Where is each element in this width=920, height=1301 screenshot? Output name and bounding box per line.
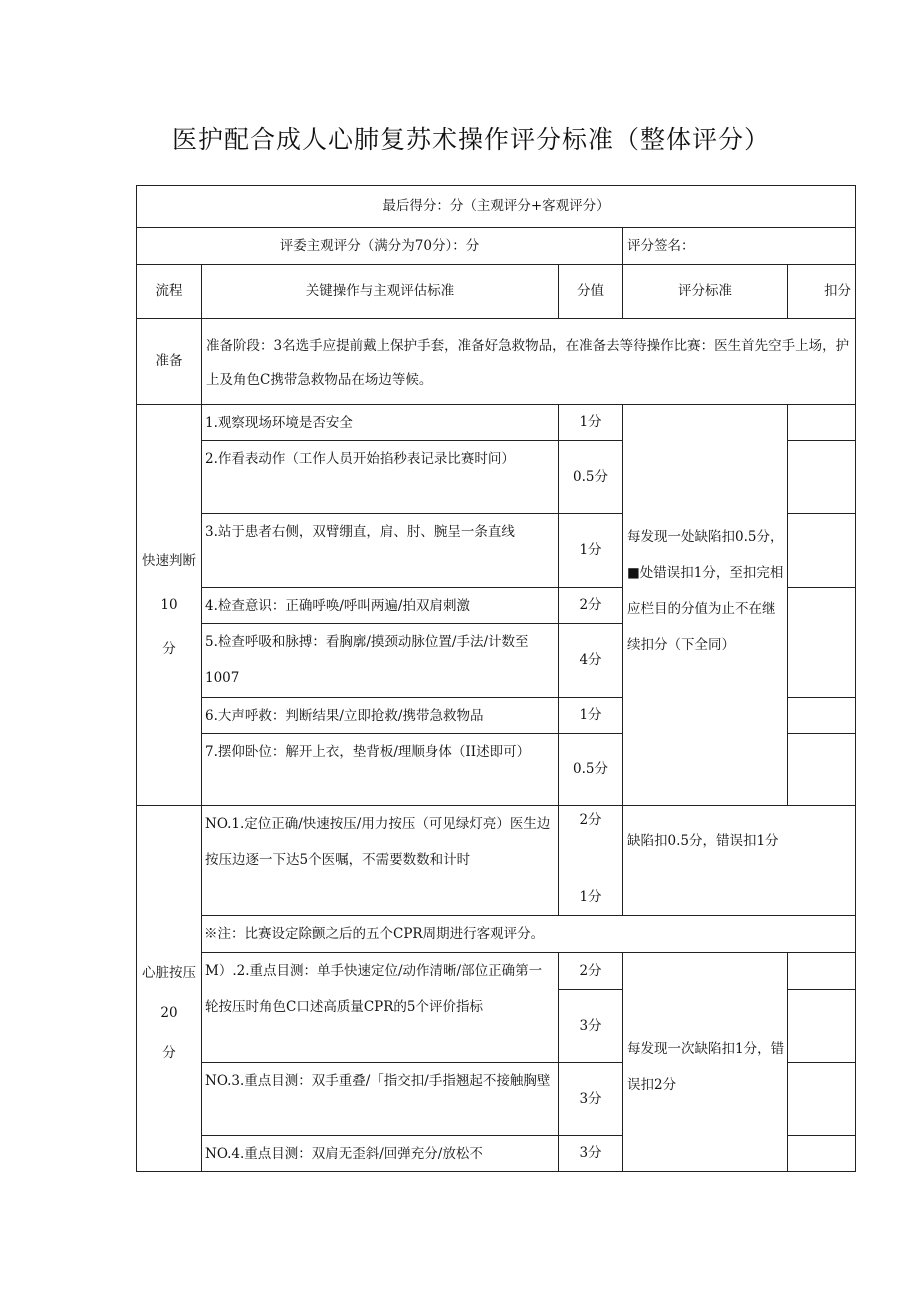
- quick-item-7: 7.摆仰卧位：解开上衣，垫背板/理顺身体（II述即可）: [205, 744, 531, 760]
- judge-score-label: 评委主观评分（满分为70分）：分: [279, 237, 480, 254]
- compress-label-1: 心脏按压: [142, 964, 196, 981]
- quick-item-6-points: 1分: [579, 707, 602, 724]
- compress-item-1-points-a: 2分: [579, 812, 602, 828]
- quick-item-2: 2.作看表动作（工作人员开始掐秒表记录比赛时问）: [205, 451, 515, 467]
- quick-item-3: 3.站于患者右侧，双臂绷直，肩、肘、腕呈一条直线: [205, 524, 515, 540]
- quick-label-2: 10: [160, 597, 178, 613]
- header-criteria: 关键操作与主观评估标准: [305, 283, 455, 300]
- quick-item-4: 4.检查意识：正确呼唤/呼叫两遍/拍双肩刺激: [205, 598, 470, 614]
- compress-note: ※注：比赛设定除颤之后的五个CPR周期进行客观评分。: [204, 925, 545, 942]
- compress-item-2-points-b: 3分: [579, 1017, 602, 1034]
- quick-item-5-points: 4分: [579, 652, 602, 669]
- header-points: 分值: [577, 283, 604, 300]
- compress-item-1: NO.1.定位正确/快速按压/用力按压（可见绿灯亮）医生边按压边逐一下达5个医嘱，不需要数数和计时: [205, 816, 551, 868]
- compress-label-2: 20: [160, 1004, 178, 1021]
- quick-item-2-points: 0.5分: [573, 468, 608, 485]
- quick-item-7-points: 0.5分: [573, 761, 608, 778]
- page-title: 医护配合成人心肺复苏术操作评分标准（整体评分）: [172, 125, 771, 154]
- quick-label-3: 分: [162, 641, 176, 657]
- quick-item-6: 6.大声呼救：判断结果/立即抢救/携带急救物品: [205, 708, 484, 724]
- quick-standard: 每发现一处缺陷扣0.5分，■处错误扣1分，至扣完相应栏目的分值为止不在继续扣分（下全同）: [627, 529, 784, 653]
- compress-item-2-points-a: 2分: [579, 962, 602, 979]
- quick-item-1-points: 1分: [579, 414, 602, 431]
- prep-label: 准备: [155, 353, 183, 370]
- header-standard: 评分标准: [678, 283, 732, 300]
- compress-label-3: 分: [162, 1044, 176, 1061]
- compress-item-4: NO.4.重点目测：双肩无歪斜/回弹充分/放松不: [205, 1146, 483, 1162]
- compress-standard: 每发现一次缺陷扣1分，错误扣2分: [627, 1041, 785, 1093]
- header-deduct: 扣分: [824, 283, 851, 300]
- quick-label-1: 快速判断: [142, 553, 196, 569]
- quick-item-4-points: 2分: [579, 597, 602, 614]
- final-score-label: 最后得分：分（主观评分+客观评分）: [382, 198, 610, 215]
- compress-item-4-points: 3分: [579, 1145, 602, 1162]
- prep-text: 准备阶段：3名选手应提前戴上保护手套，准备好急救物品，在准备去等待操作比赛：医生首先空手上场，护上及角色C携带急救物品在场边等候。: [206, 338, 850, 388]
- quick-label: [137, 405, 201, 805]
- compress-item-1-points-b: 1分: [579, 889, 602, 905]
- compress-item-3-points: 3分: [579, 1090, 602, 1107]
- compress-item-2: M）.2.重点目测：单手快速定位/动作清晰/部位正确第一轮按压时角色C口述高质量CPR的5个评价指标: [205, 963, 543, 1015]
- compress-label: [137, 806, 201, 1171]
- header-flow: 流程: [155, 283, 183, 300]
- compress-item-1-standard: 缺陷扣0.5分，错误扣1分: [627, 833, 779, 849]
- signature-label: 评分签名：: [627, 237, 695, 254]
- compress-item-3: NO.3.重点目测：双手重叠/「指交扣/手指翘起不接触胸壁: [205, 1073, 551, 1089]
- quick-item-5: 5.检查呼吸和脉搏：看胸廓/摸颈动脉位置/手法/计数至1007: [205, 634, 529, 686]
- quick-item-3-points: 1分: [579, 542, 602, 559]
- quick-item-1: 1.观察现场环境是否安全: [205, 415, 353, 431]
